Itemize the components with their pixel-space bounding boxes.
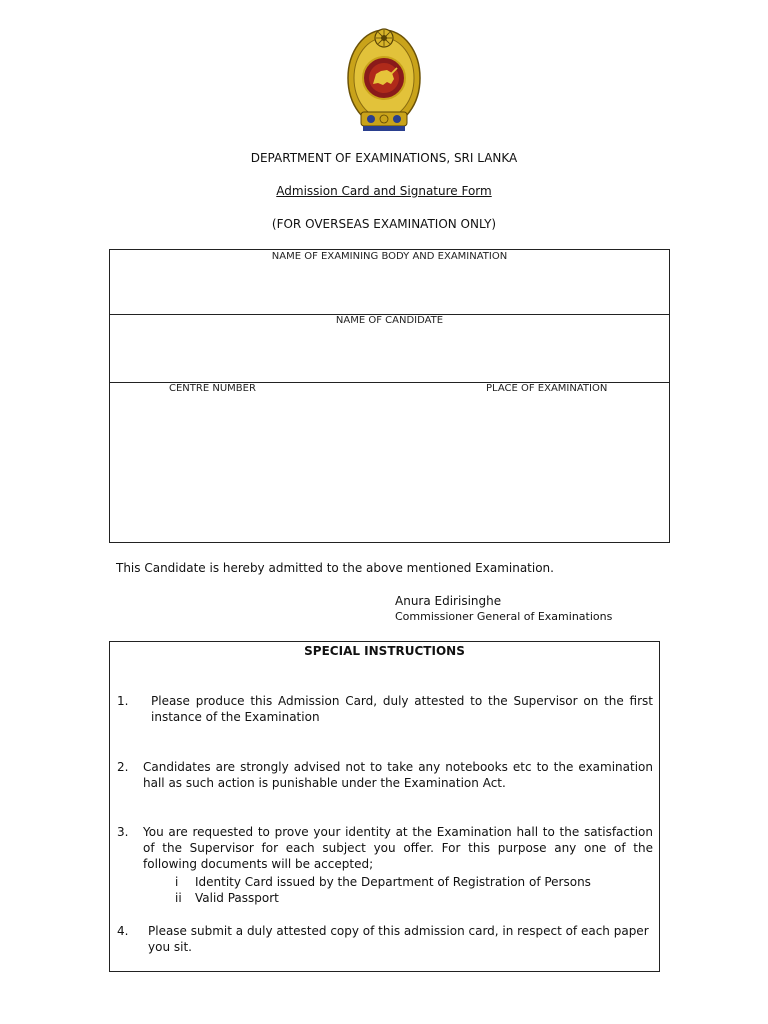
place-of-examination-label: PLACE OF EXAMINATION (486, 383, 608, 394)
document-number: ii (175, 891, 182, 905)
document-text: Identity Card issued by the Department of Registration of Persons (195, 875, 591, 889)
signatory-title: Commissioner General of Examinations (395, 610, 613, 623)
examining-body-label: NAME OF EXAMINING BODY AND EXAMINATION (271, 251, 508, 262)
signatory-name: Anura Edirisinghe (395, 594, 502, 608)
item-number: 1. (117, 694, 129, 708)
item-text: Candidates are strongly advised not to take any notebooks etc to the examination hall as such action is punishable under the Examination Act. (143, 760, 653, 790)
centre-number-label: CENTRE NUMBER (169, 383, 256, 394)
admission-form-table (109, 249, 670, 543)
item-text: Please submit a duly attested copy of this admission card, in respect of each paper you sit. (148, 924, 649, 954)
sri-lanka-emblem-icon (343, 22, 425, 134)
item-text: You are requested to prove your identity at the Examination hall to the satisfaction of the Supervisor for each subject you offer. For this purpose any one of the following documents will be accepted; (143, 825, 653, 871)
instructions-heading: SPECIAL INSTRUCTIONS (304, 644, 465, 658)
item-number: 3. (117, 825, 129, 839)
form-note: (FOR OVERSEAS EXAMINATION ONLY) (271, 217, 497, 231)
form-subtitle: Admission Card and Signature Form (276, 184, 492, 198)
candidate-name-label: NAME OF CANDIDATE (335, 315, 444, 326)
item-number: 2. (117, 760, 129, 774)
page-title: DEPARTMENT OF EXAMINATIONS, SRI LANKA (250, 151, 518, 165)
admission-statement: This Candidate is hereby admitted to the above mentioned Examination. (116, 561, 554, 575)
document-number: i (175, 875, 179, 889)
document-text: Valid Passport (195, 891, 279, 905)
special-instructions-box (109, 641, 660, 972)
item-number: 4. (117, 924, 129, 938)
item-text: Please produce this Admission Card, duly attested to the Supervisor on the first instance of the Examination (151, 694, 653, 724)
